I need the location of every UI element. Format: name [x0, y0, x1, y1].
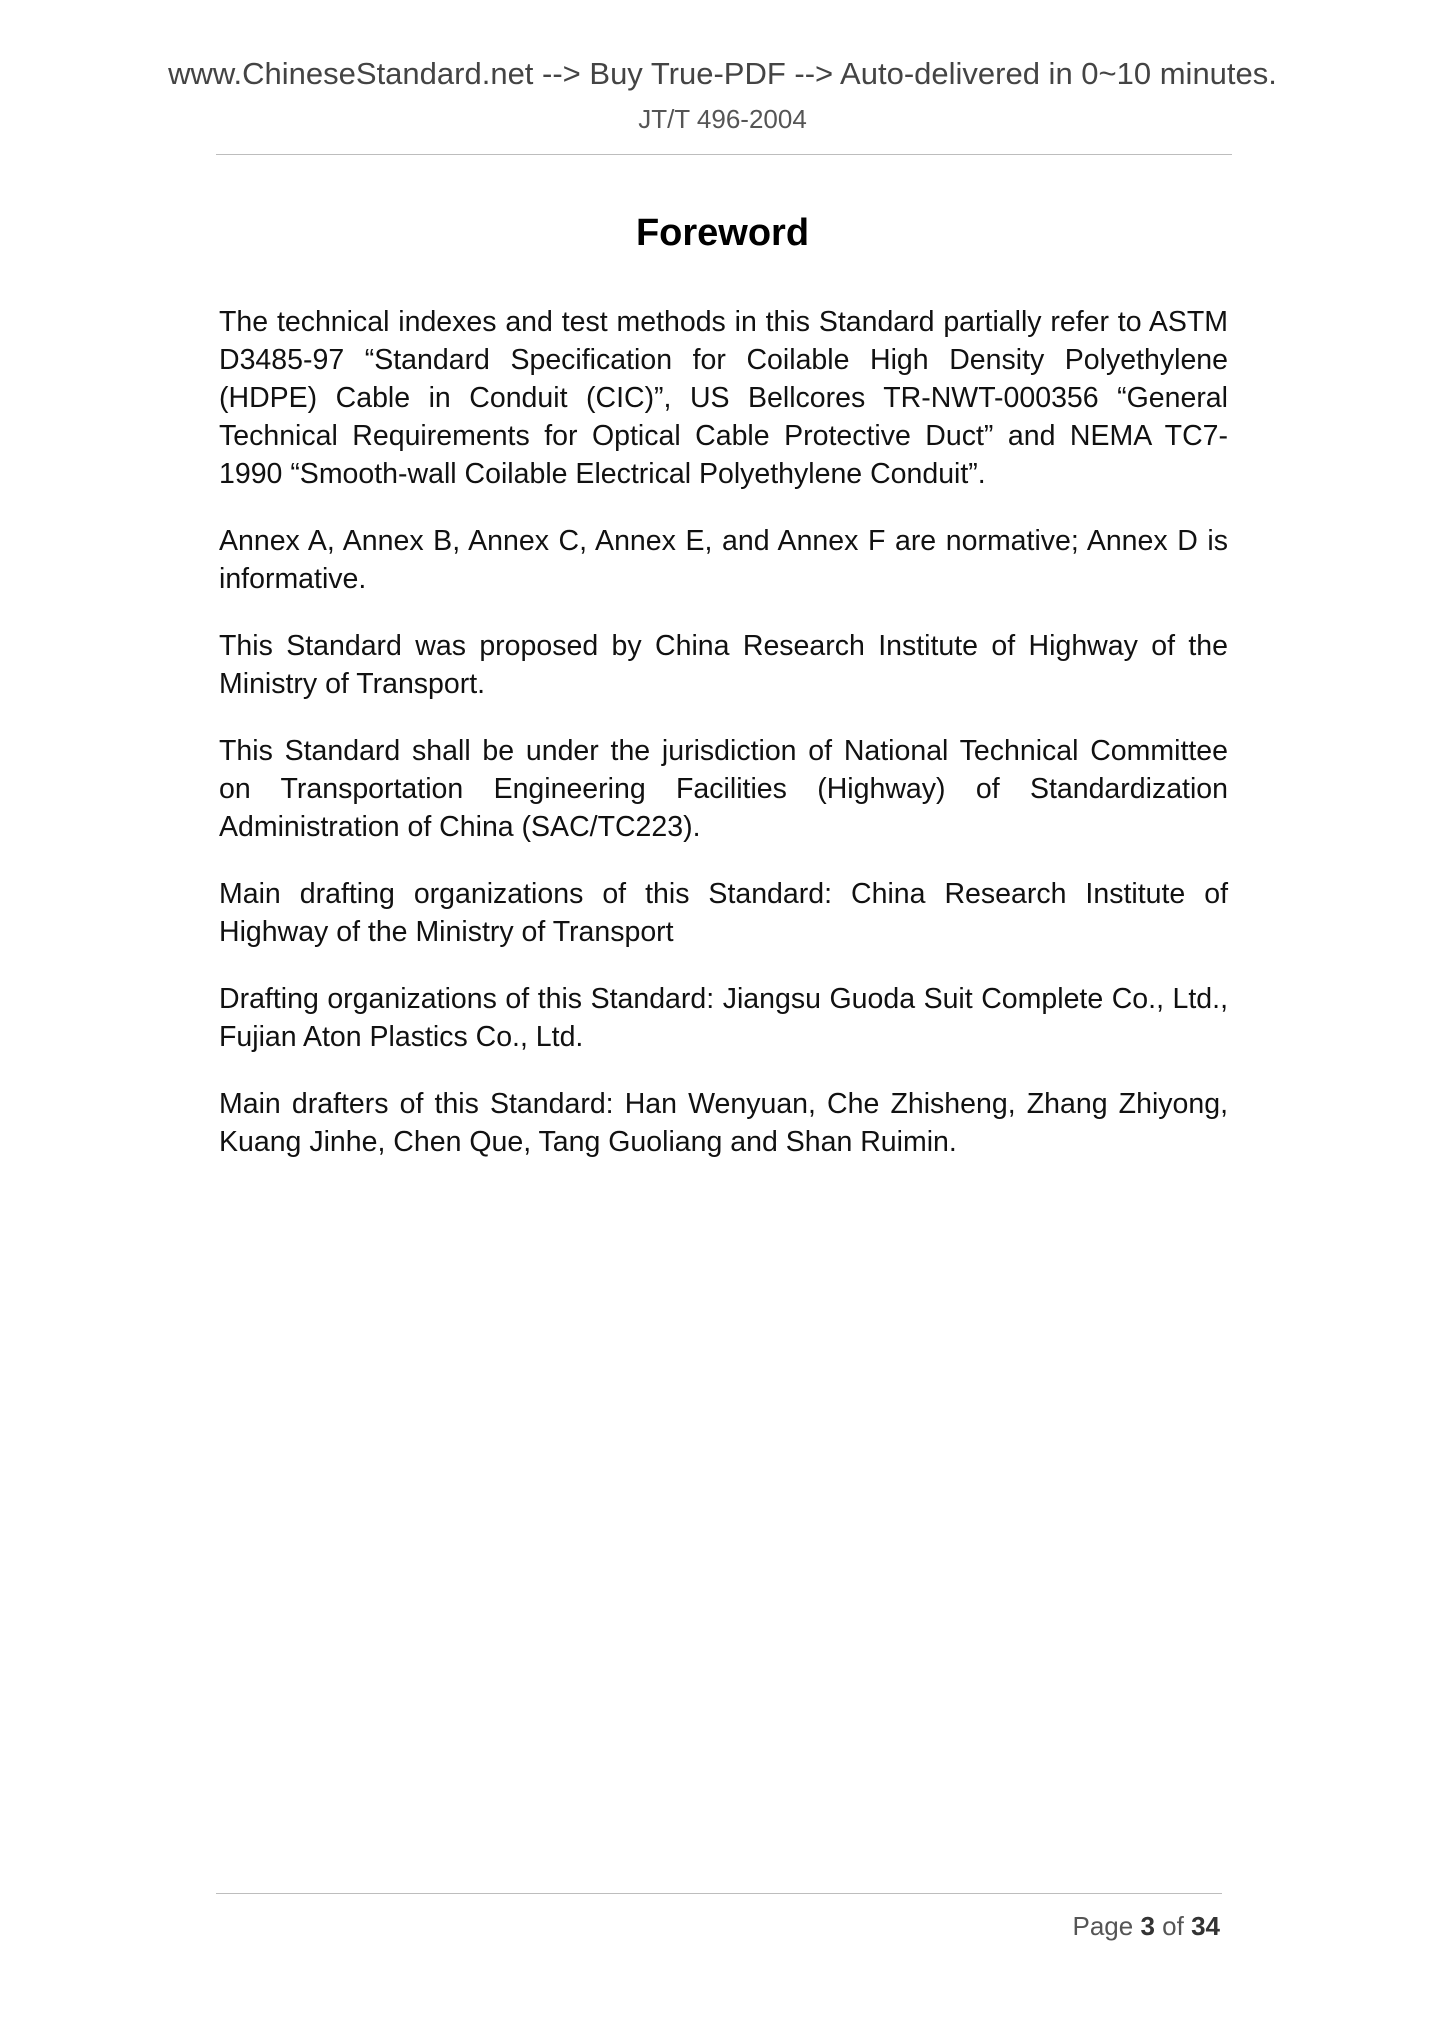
paragraph-main-drafting-organizations: Main drafting organizations of this Standard: China Research Institute of Highway of the Ministry of Transport	[219, 878, 1228, 948]
page-number	[0, 1913, 1220, 1939]
paragraph-main-drafters: Main drafters of this Standard: Han Wenyuan, Che Zhisheng, Zhang Zhiyong, Kuang Jinhe, Chen Que, Tang Guoliang and Shan Ruimin.	[219, 1088, 1228, 1158]
paragraph-jurisdiction: This Standard shall be under the jurisdiction of National Technical Committee on Transportation Engineering Facilities (Highway) of Standardization Administration of China (SAC/TC223).	[219, 735, 1228, 843]
header-divider	[216, 154, 1232, 155]
paragraph-proposed-by: This Standard was proposed by China Research Institute of Highway of the Ministry of Transport.	[219, 630, 1228, 700]
paragraph-drafting-organizations: Drafting organizations of this Standard: Jiangsu Guoda Suit Complete Co., Ltd., Fujian Aton Plastics Co., Ltd.	[219, 983, 1228, 1053]
paragraph-annexes: Annex A, Annex B, Annex C, Annex E, and Annex F are normative; Annex D is informative.	[219, 525, 1228, 595]
foreword-body	[219, 303, 1228, 1190]
paragraph-references: The technical indexes and test methods in this Standard partially refer to ASTM D3485-97 “Standard Specification for Coilable High Density Polyethylene (HDPE) Cable in Conduit (CIC)”, US Bellcores TR-NWT-000356 “General Technical Requirements for Optical Cable Protective Duct” and NEMA TC7-1990 “Smooth-wall Coilable Electrical Polyethylene Conduit”.	[219, 306, 1228, 490]
footer-divider	[216, 1893, 1222, 1894]
page-of: of	[1162, 1911, 1184, 1941]
page-prefix: Page	[1072, 1911, 1134, 1941]
page-total: 34	[1191, 1911, 1220, 1941]
page-current: 3	[1140, 1911, 1155, 1941]
document-code: JT/T 496-2004	[638, 104, 807, 134]
page-title: Foreword	[635, 212, 810, 254]
source-banner: www.ChineseStandard.net --> Buy True-PDF --> Auto-delivered in 0~10 minutes.	[168, 56, 1277, 91]
